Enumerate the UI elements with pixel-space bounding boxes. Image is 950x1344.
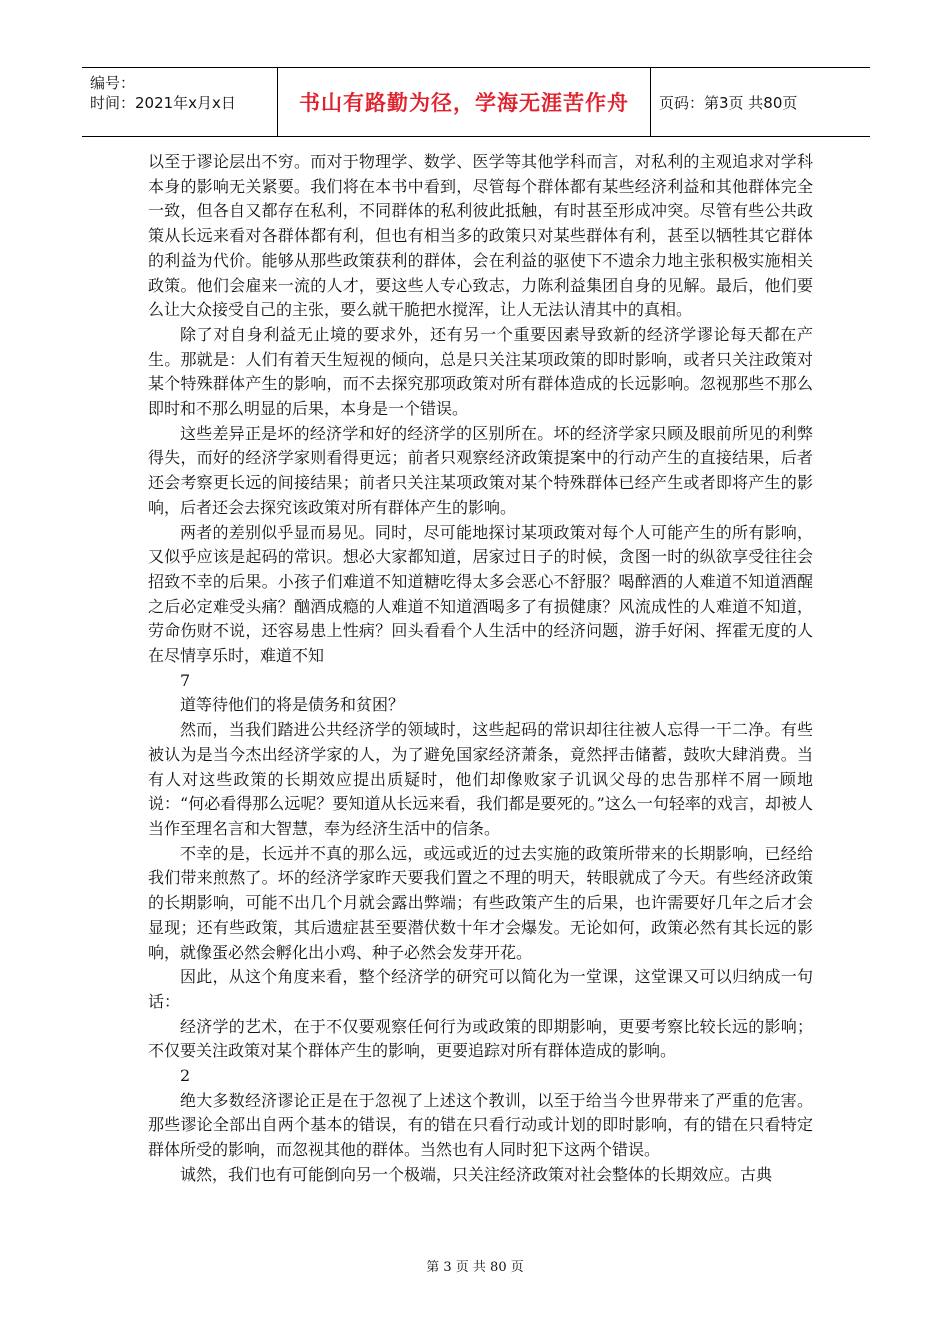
document-body [148, 150, 813, 1188]
page-header [82, 67, 870, 137]
paragraph: 绝大多数经济谬论正是在于忽视了上述这个教训，以至于给当今世界带来了严重的危害。那些谬论全部出自两个基本的错误，有的错在只看行动或计划的即时影响，有的错在只看特定群体所受的影响，而忽视其他的群体。当然也有人同时犯下这两个错误。 [148, 1090, 813, 1160]
paragraph: 道等待他们的将是债务和贫困？ [180, 695, 405, 715]
paragraph: 这些差异正是坏的经济学和好的经济学的区别所在。坏的经济学家只顾及眼前所见的利弊得失，而好的经济学家则看得更远；前者只观察经济政策提案中的行动产生的直接结果，后者还会考察更长远的间接结果；前者只关注某项政策对某个特殊群体已经产生或者即将产生的影响，后者还会去探究该政策对所有群体产生的影响。 [148, 423, 813, 517]
doc-number-label: 编号： [90, 74, 136, 92]
paragraph: 两者的差别似乎显而易见。同时，尽可能地探讨某项政策对每个人可能产生的所有影响，又似乎应该是起码的常识。想必大家都知道，居家过日子的时候，贪图一时的纵欲享受往往会招致不幸的后果。小孩子们难道不知道糖吃得太多会恶心不舒服？喝醉酒的人难道不知道酒醒之后必定难受头痛？酗酒成瘾的人难道不知道酒喝多了有损健康？风流成性的人难道不知道，劳命伤财不说，还容易患上性病？回头看看个人生活中的经济问题，游手好闲、挥霍无度的人在尽情享乐时，难道不知 [148, 522, 813, 666]
note-marker: 2 [180, 1066, 191, 1086]
key-lesson-paragraph: 经济学的艺术，在于不仅要观察任何行为或政策的即期影响，更要考察比较长远的影响；不仅要关注政策对某个群体产生的影响，更要追踪对所有群体造成的影响。 [148, 1016, 813, 1061]
paragraph: 除了对自身利益无止境的要求外，还有另一个重要因素导致新的经济学谬论每天都在产生。那就是：人们有着天生短视的倾向，总是只关注某项政策的即时影响，或者只关注政策对某个特殊群体产生的影响，而不去探究那项政策对所有群体造成的长远影响。忽视那些不那么即时和不那么明显的后果，本身是一个错误。 [148, 324, 813, 419]
doc-time-label: 时间：2021年x月x日 [90, 94, 236, 112]
header-page-info: 页码：第3页 共80页 [659, 93, 798, 112]
note-marker: 7 [180, 670, 191, 690]
paragraph: 然而，当我们踏进公共经济学的领域时，这些起码的常识却往往被人忘得一干二净。有些被认为是当今杰出经济学家的人，为了避免国家经济萧条，竟然抨击储蓄，鼓吹大肆消费。当有人对这些政策的长期效应提出质疑时，他们却像败家子讥讽父母的忠告那样不屑一顾地说：“何必看得那么远呢？要知道从长远来看，我们都是要死的。”这么一句轻率的戏言，却被人当作至理名言和大智慧，奉为经济生活中的信条。 [148, 720, 813, 838]
header-meta [82, 68, 278, 136]
header-motto: 书山有路勤为径，学海无涯苦作舟 [278, 68, 651, 136]
paragraph: 不幸的是，长远并不真的那么远，或远或近的过去实施的政策所带来的长期影响，已经给我们带来煎熬了。坏的经济学家昨天要我们置之不理的明天，转眼就成了今天。有些经济政策的长期影响，可能不出几个月就会露出弊端；有些政策产生的后果，也许需要好几年之后才会显现；还有些政策，其后遗症甚至要潜伏数十年才会爆发。无论如何，政策必然有其长远的影响，就像蛋必然会孵化出小鸡、种子必然会发芽开花。 [148, 843, 813, 962]
paragraph: 诚然，我们也有可能倒向另一个极端，只关注经济政策对社会整体的长期效应。古典 [180, 1164, 773, 1184]
paragraph: 因此，从这个角度来看，整个经济学的研究可以简化为一堂课，这堂课又可以归纳成一句话： [148, 967, 813, 1011]
paragraph: 以至于谬论层出不穷。而对于物理学、数学、医学等其他学科而言，对私利的主观追求对学科本身的影响无关紧要。我们将在本书中看到，尽管每个群体都有某些经济利益和其他群体完全一致，但各自又都存在私利，不同群体的私利彼此抵触，有时甚至形成冲突。尽管有些公共政策从长远来看对各群体都有利，但也有相当多的政策只对某些群体有利，甚至以牺牲其它群体的利益为代价。能够从那些政策获利的群体，会在利益的驱使下不遗余力地主张积极实施相关政策。他们会雇来一流的人才，要这些人专心致志，力陈利益集团自身的见解。最后，他们要么让大众接受自己的主张，要么就干脆把水搅浑，让人无法认清其中的真相。 [148, 152, 813, 320]
page-footer: 第 3 页 共 80 页 [426, 1260, 524, 1275]
